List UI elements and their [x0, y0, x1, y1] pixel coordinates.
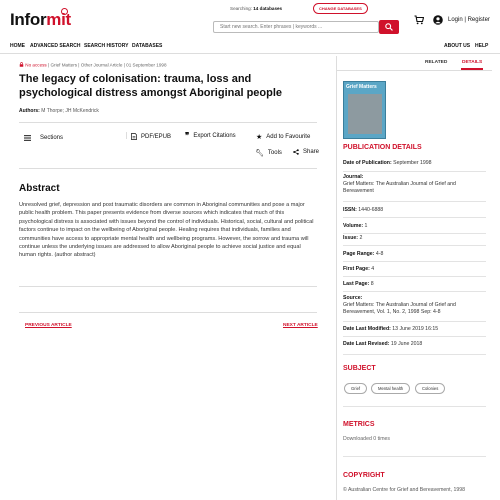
- nav-home[interactable]: HOME: [10, 43, 25, 49]
- add-to-favourite-button[interactable]: ★ Add to Favourite: [256, 134, 311, 141]
- pdf-icon: [131, 133, 137, 140]
- star-icon: ★: [256, 134, 263, 141]
- download-count: Downloaded 0 times: [343, 436, 391, 442]
- copyright-text: © Australian Centre for Grief and Bereavement, 1998: [343, 487, 466, 493]
- issue: Issue: 2: [343, 235, 363, 241]
- first-page: First Page: 4: [343, 266, 375, 272]
- toolbar-separator: [126, 132, 127, 139]
- export-citations-button[interactable]: ❞ Export Citations: [185, 131, 236, 140]
- abstract-text: Unresolved grief, depression and post traumatic disorders are common in Aboriginal communities and pose a major public health problem. This paper presents evidence from diverse sources which indicates that much of this psychological distress is associated with issues beyond the control of individuals. Historical, social, cultural and political factors continue to impact on the wellbeing of Aboriginal people. Healing requires that individuals, families and communities have access to appropriate mental health and wellbeing programs. However, the sorrow and trauma will continue unless the underlying issues are addressed to allow Aboriginal people to achieve social justice and equal human rights. (author abstract): [19, 202, 314, 259]
- date-of-publication: Date of Publication: September 1998: [343, 160, 432, 166]
- abstract-heading: Abstract: [19, 183, 60, 194]
- sections-button[interactable]: Sections: [24, 135, 63, 141]
- tab-details[interactable]: DETAILS: [462, 60, 483, 65]
- issn: ISSN: 1440-6888: [343, 207, 384, 213]
- search-icon: [385, 23, 393, 31]
- divider: [19, 122, 317, 123]
- details-sidebar: [336, 56, 491, 500]
- journal-link[interactable]: Grief Matters: The Australian Journal of Grief and Bereavement: [343, 181, 456, 194]
- tools-icon: 🔧︎: [255, 150, 264, 157]
- main-nav: [0, 40, 500, 54]
- nav-about-us[interactable]: ABOUT US: [444, 43, 471, 49]
- last-page: Last Page: 8: [343, 281, 374, 287]
- nav-advanced-search[interactable]: ADVANCED SEARCH: [30, 43, 81, 49]
- journal: Journal: Grief Matters: The Australian Journal of Grief and Bereavement: [343, 174, 456, 194]
- date-last-revised: Date Last Revised: 19 June 2018: [343, 341, 423, 347]
- next-article-link[interactable]: NEXT ARTICLE: [283, 323, 318, 328]
- nav-databases[interactable]: DATABASES: [132, 43, 163, 49]
- previous-article-link[interactable]: PREVIOUS ARTICLE: [25, 323, 72, 328]
- volume: Volume: 1: [343, 223, 368, 229]
- article-title: The legacy of colonisation: trauma, loss and psychological distress amongst Aboriginal people: [19, 73, 283, 99]
- subject-chip[interactable]: Colonies: [415, 383, 445, 394]
- search-button[interactable]: [379, 20, 399, 34]
- date-last-modified: Date Last Modified: 13 June 2019 16:15: [343, 326, 439, 332]
- divider: [19, 286, 317, 287]
- quote-icon: ❞: [185, 131, 190, 140]
- cart-icon[interactable]: [414, 15, 424, 25]
- user-icon[interactable]: [433, 15, 443, 25]
- author-names[interactable]: M Thorpe; JH McKendrick: [41, 108, 99, 114]
- divider: [19, 312, 317, 313]
- tabs-divider: [337, 70, 492, 71]
- article-meta: [19, 62, 167, 68]
- article-source-line: | Grief Matters | Other Journal Article | 01 September 1998: [48, 62, 167, 68]
- publication-details-heading: PUBLICATION DETAILS: [343, 144, 422, 151]
- metrics-heading: METRICS: [343, 421, 375, 428]
- top-header: [0, 0, 500, 40]
- tab-related[interactable]: RELATED: [425, 60, 448, 65]
- divider: [19, 168, 317, 169]
- searching-status: Searching: 14 databases: [230, 6, 283, 11]
- change-databases-button[interactable]: CHANGE DATABASES: [313, 3, 368, 14]
- share-icon: [293, 149, 299, 155]
- subject-heading: SUBJECT: [343, 365, 376, 372]
- page-range: Page Range: 4-8: [343, 251, 384, 257]
- nav-search-history[interactable]: SEARCH HISTORY: [84, 43, 129, 49]
- share-button[interactable]: Share: [293, 149, 319, 155]
- source: Source: Grief Matters: The Australian Journal of Grief and Bereavement, Vol. 1, No. 2, 1998 Sep: 4-8: [343, 295, 456, 315]
- copyright-heading: COPYRIGHT: [343, 472, 385, 479]
- tools-button[interactable]: 🔧︎ Tools: [255, 150, 282, 157]
- search-input[interactable]: [213, 21, 379, 33]
- logo-mark-icon: [61, 8, 68, 15]
- lock-icon: [19, 62, 24, 67]
- journal-cover-image: Grief Matters: [343, 81, 386, 139]
- sections-icon: [24, 135, 31, 141]
- no-access-label: No access: [25, 62, 47, 68]
- pdf-epub-button[interactable]: PDF/EPUB: [131, 133, 171, 140]
- informit-logo[interactable]: Informit: [10, 10, 71, 29]
- subject-chip[interactable]: Grief: [344, 383, 367, 394]
- subject-chip[interactable]: Mental health: [371, 383, 410, 394]
- nav-help[interactable]: HELP: [475, 43, 489, 49]
- authors: Authors: M Thorpe; JH McKendrick: [19, 108, 99, 114]
- login-register-link[interactable]: Login | Register: [448, 17, 490, 23]
